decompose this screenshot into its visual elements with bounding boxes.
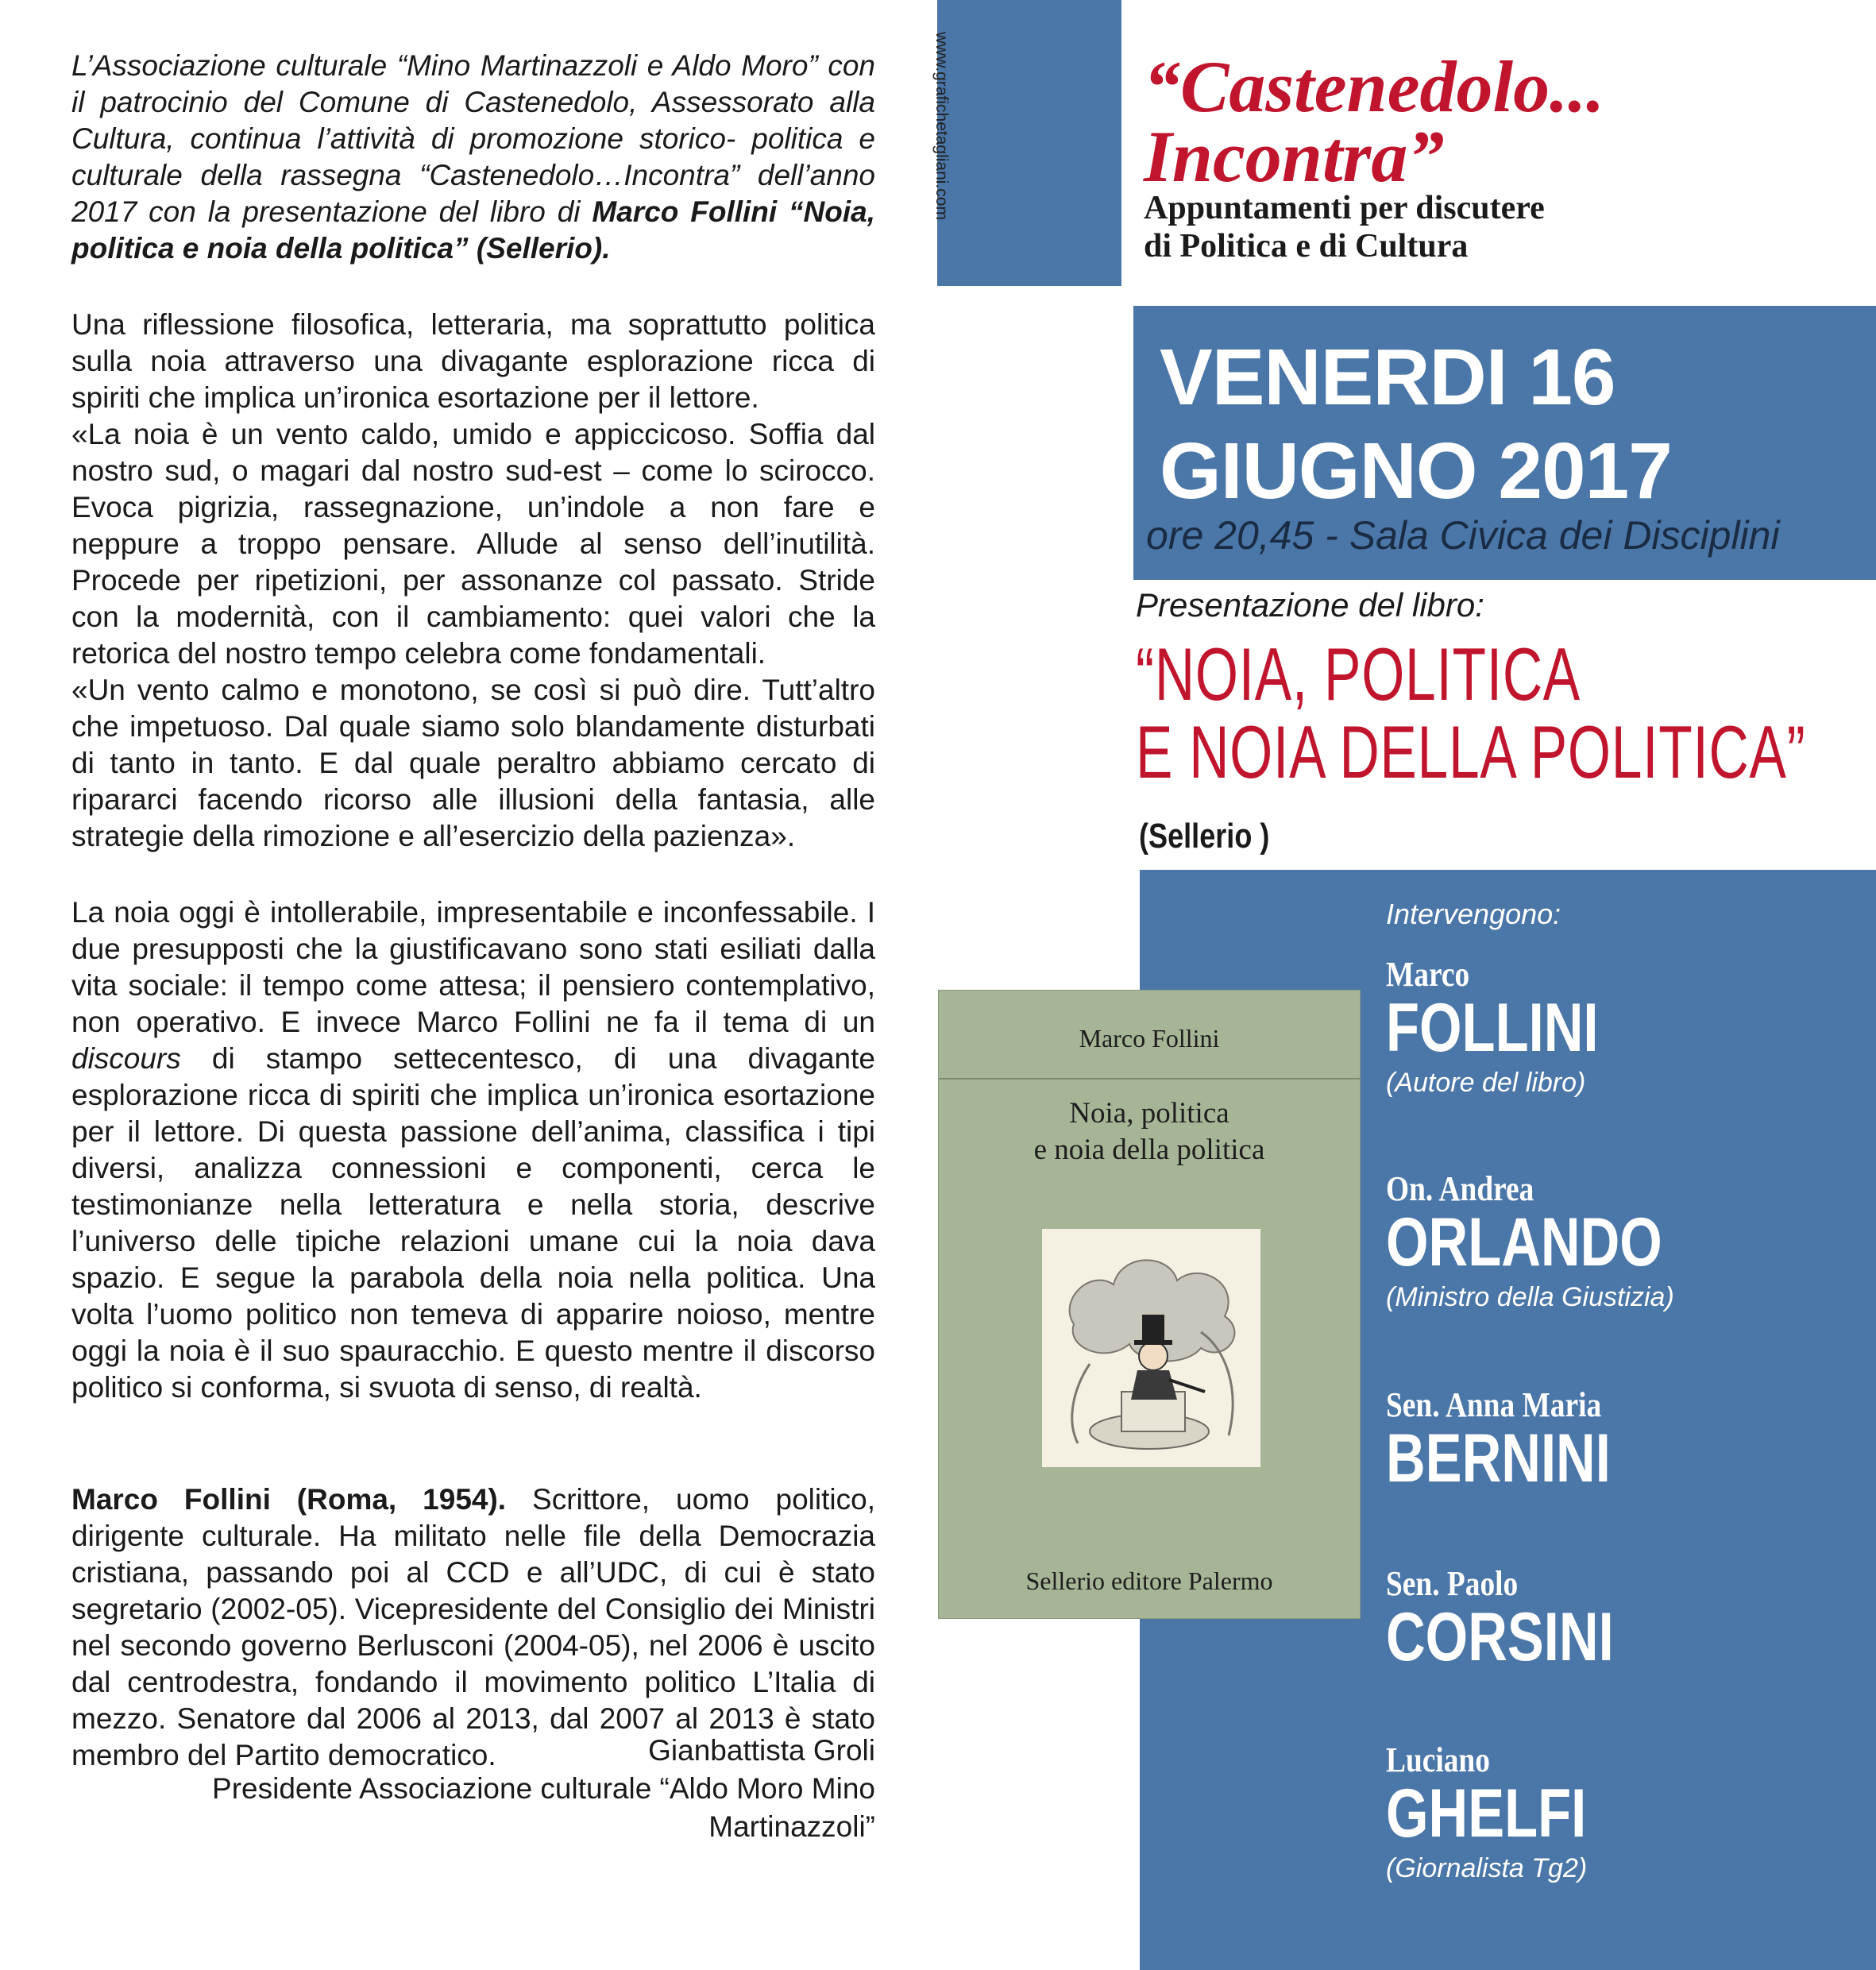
speaker-last-name: ORLANDO	[1386, 1204, 1662, 1280]
top-blue-strip	[937, 0, 1121, 286]
speakers-label: Intervengono:	[1386, 898, 1561, 930]
cover-author: Marco Follini	[1079, 1024, 1220, 1053]
book-publisher: (Sellerio )	[1139, 817, 1270, 856]
event-time-place: ore 20,45 - Sala Civica dei Disciplini	[1146, 513, 1780, 558]
speaker-last-name: GHELFI	[1386, 1775, 1587, 1852]
analysis-text-a: La noia oggi è intollerabile, impresentabile e inconfessabile. I due presupposti che la giustificavano sono stati esiliati dalla vita sociale: il tempo come attesa; il pensiero contemplativo, non operativo. E invece Marco Follini ne fa il tema di un	[71, 896, 875, 1038]
intro-paragraph	[71, 48, 875, 267]
series-subtitle-line-2: di Politica e di Cultura	[1144, 228, 1469, 265]
cover-title	[939, 1095, 1360, 1168]
series-subtitle-line-1: Appuntamenti per discutere	[1144, 190, 1545, 226]
speaker-role: (Giornalista Tg2)	[1386, 1853, 1588, 1883]
cover-divider	[939, 1078, 1360, 1080]
cover-illustration	[1042, 1229, 1260, 1467]
summary-text: Una riflessione filosofica, letteraria, ma soprattutto politica sulla noia attraverso una divagante esplorazione ricca di spiriti che implica un’ironica esortazione per il lettore.	[71, 308, 875, 414]
description-column	[71, 48, 875, 1814]
cover-title-line-2: e noia della politica	[1033, 1134, 1265, 1166]
series-subtitle	[1144, 189, 1545, 265]
speaker-last-name: FOLLINI	[1386, 990, 1599, 1066]
signature-role: Presidente Associazione culturale “Aldo Moro Mino Martinazzoli”	[212, 1772, 875, 1843]
series-title	[1144, 46, 1605, 197]
summary-paragraph	[71, 307, 875, 855]
intro-text: L’Associazione culturale “Mino Martinazzoli e Aldo Moro” con il patrocinio del Comune di Castenedolo, Assessorato alla Cultura, continua l’attività di promozione storico- politica e culturale della rassegna “Castenedolo…Incontra” dell’anno 2017 con la presentazione del libro di	[71, 49, 875, 228]
quote-1: «La noia è un vento caldo, umido e appiccicoso. Soffia dal nostro sud, o magari dal nostro sud-est – come lo scirocco. Evoca pigrizia, rassegnazione, un’indole a non fare e neppure a troppo pensare. Allude al senso dell’inutilità. Procede per ripetizioni, per assonanze col passato. Stride con la modernità, con il cambiamento: quei valori che la retorica del nostro tempo celebra come fondamentali.	[71, 418, 875, 670]
speaker-first-name: Sen. Anna Maria	[1386, 1385, 1602, 1424]
bio-text: Scrittore, uomo politico, dirigente culturale. Ha militato nelle file della Democrazia cristiana, passando poi al CCD e all’UDC, di cui è stato segretario (2002-05). Vicepresidente del Consiglio dei Ministri nel secondo governo Berlusconi (2004-05), nel 2006 è uscito dal centrodestra, fondando il movimento politico L’Italia di mezzo. Senatore dal 2006 al 2013, dal 2007 al 2013 è stato membro del Partito democratico.	[71, 1483, 875, 1771]
speaker-role: (Ministro della Giustizia)	[1386, 1282, 1674, 1312]
speaker-follini	[1386, 956, 1651, 1099]
signature-name: Gianbattista Groli	[648, 1734, 875, 1767]
analysis-emphasis: discours	[71, 1042, 181, 1075]
website-url-text: www.grafichetagliani.com	[932, 32, 951, 220]
speaker-first-name: On. Andrea	[1386, 1169, 1534, 1208]
book-cover-image	[939, 991, 1360, 1618]
quote-2: «Un vento calmo e monotono, se così si può dire. Tutt’altro che impetuoso. Dal quale siamo solo blandamente disturbati di tanto in tanto. E dal quale peraltro abbiamo cercato di ripararci facendo ricorso alle illusioni della fantasia, alle strategie della rimozione e all’esercizio della pazienza».	[71, 674, 875, 852]
speaker-first-name: Luciano	[1386, 1740, 1490, 1779]
book-title-line-1: “NOIA, POLITICA	[1136, 632, 1581, 716]
cover-title-line-1: Noia, politica	[1069, 1097, 1229, 1130]
vertical-website-url	[927, 32, 954, 246]
presentation-label: Presentazione del libro:	[1136, 586, 1484, 624]
speaker-bernini	[1386, 1385, 1667, 1497]
event-date-line-2: GIUGNO 2017	[1160, 427, 1672, 516]
signature-block	[71, 1732, 875, 1846]
cover-illustration-drawing	[1042, 1229, 1260, 1467]
author-bio	[71, 1481, 875, 1774]
intro-book-reference: Marco Follini “Noia, politica e noia della politica” (Sellerio).	[71, 195, 875, 265]
series-title-line-1: “Castenedolo...	[1144, 46, 1605, 127]
analysis-paragraph	[71, 894, 875, 1406]
book-title	[1136, 632, 1806, 794]
speaker-role: (Autore del libro)	[1386, 1068, 1586, 1098]
cover-publisher: Sellerio editore Palermo	[1025, 1566, 1273, 1595]
event-date-line-1: VENERDI 16	[1160, 333, 1615, 422]
speaker-first-name: Marco	[1386, 955, 1470, 994]
speaker-ghelfi	[1386, 1741, 1636, 1884]
bio-author-name: Marco Follini (Roma, 1954).	[71, 1483, 507, 1516]
speaker-orlando	[1386, 1170, 1731, 1313]
speaker-first-name: Sen. Paolo	[1386, 1564, 1519, 1603]
speaker-last-name: CORSINI	[1386, 1599, 1614, 1675]
speaker-last-name: BERNINI	[1386, 1420, 1611, 1497]
speaker-corsini	[1386, 1564, 1670, 1675]
series-title-line-2: Incontra”	[1144, 116, 1445, 197]
book-title-line-2: E NOIA DELLA POLITICA”	[1136, 710, 1806, 794]
analysis-text-b: di stampo settecentesco, di una divagante esplorazione ricca di spiriti che implica un’ironica esortazione per il lettore. Di questa passione dell’anima, classifica i tipi diversi, analizza connessioni e componenti, cerca le testimonianze nella letteratura e nella storia, descrive l’universo delle tipiche relazioni umane cui la noia dava spazio. E segue la parabola della noia nella politica. Una volta l’uomo politico non temeva di apparire noioso, mentre oggi la noia è il suo spauracchio. E questo mentre il discorso politico si conforma, si svuota di senso, di realtà.	[71, 1042, 875, 1404]
